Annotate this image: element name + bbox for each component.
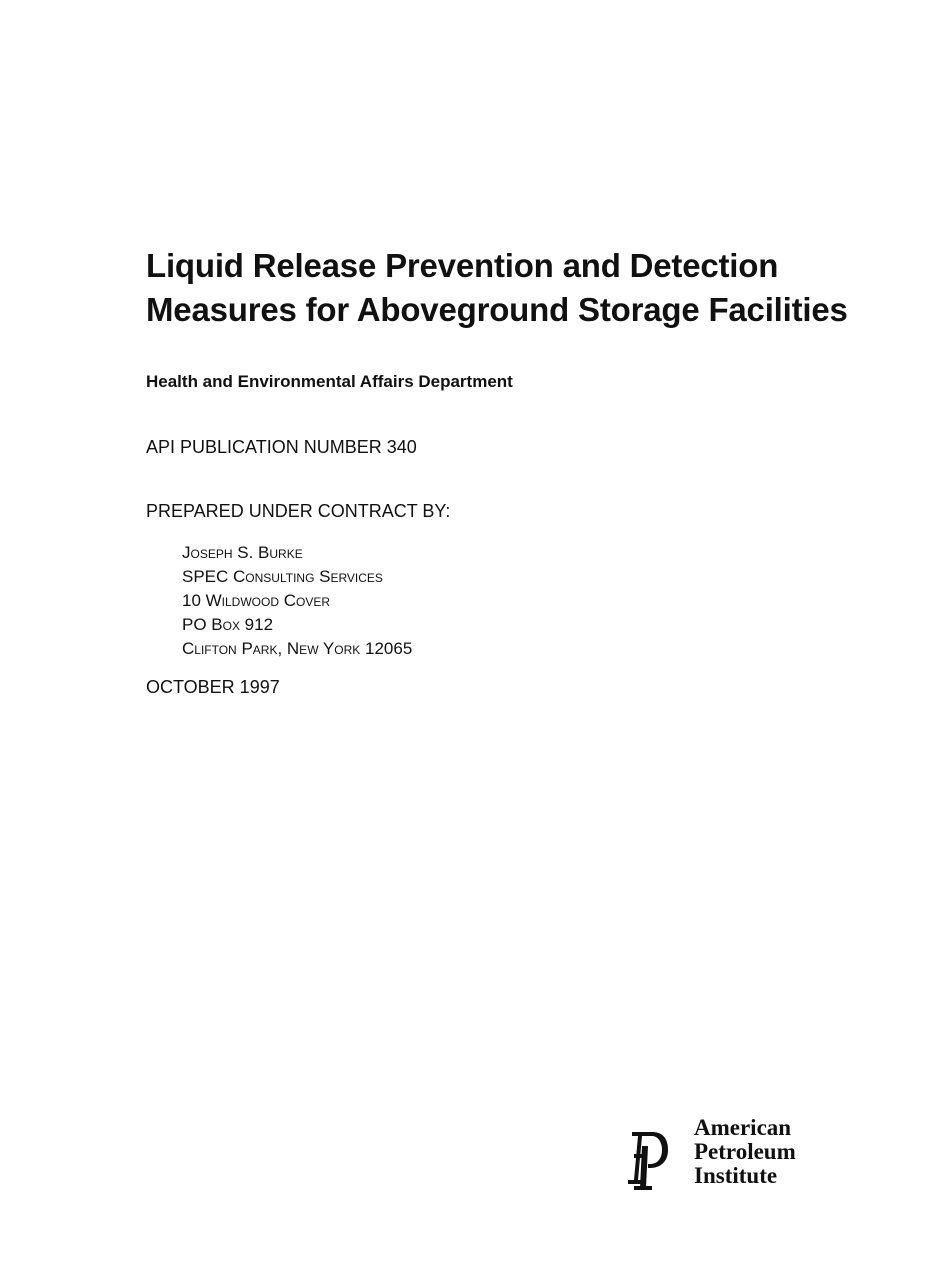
logo-line-institute: Institute [694,1163,778,1188]
contractor-street: 10 Wildwood Cover [182,591,331,610]
title-line-2: Measures for Aboveground Storage Facilities [146,291,848,328]
logo-line-petroleum: Petroleum [694,1139,796,1164]
api-logo-icon [622,1122,670,1190]
document-title [146,244,848,332]
contractor-city: Clifton Park, New York 12065 [182,639,413,658]
api-logo-text [694,1116,796,1188]
department-name: Health and Environmental Affairs Department [146,372,513,391]
logo-line-american: American [694,1115,792,1140]
contractor-company: SPEC Consulting Services [182,567,383,586]
title-line-1: Liquid Release Prevention and Detection [146,247,779,284]
contractor-address [182,541,412,661]
publication-number: API PUBLICATION NUMBER 340 [146,437,417,457]
api-logo [622,1116,822,1194]
contractor-name: Joseph S. Burke [182,543,303,562]
publication-date: OCTOBER 1997 [146,677,280,697]
prepared-by-label: PREPARED UNDER CONTRACT BY: [146,501,451,521]
contractor-po-box: PO Box 912 [182,615,274,634]
